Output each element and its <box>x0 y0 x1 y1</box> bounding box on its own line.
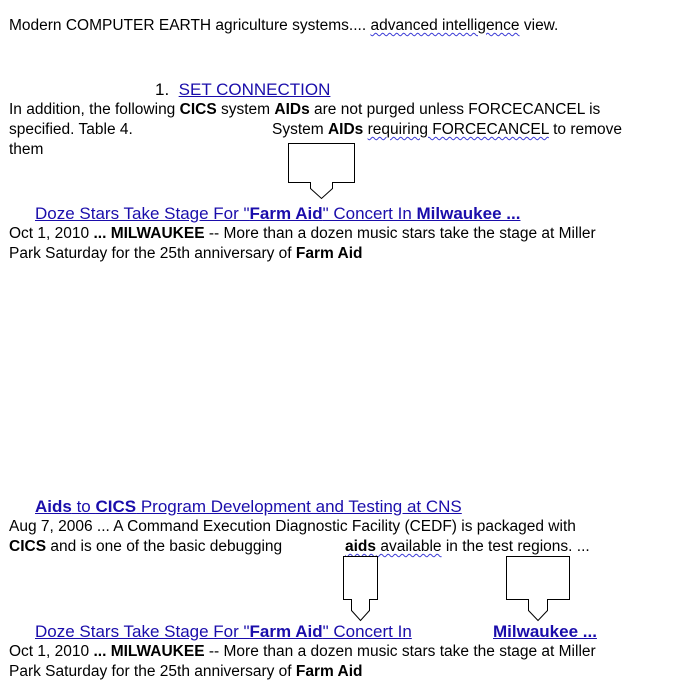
para1-line3 <box>9 140 43 160</box>
para1-line2 <box>9 120 133 140</box>
para1-text-h: to remove <box>548 121 623 138</box>
result3-link-city[interactable] <box>493 622 597 641</box>
result1-snippet-line2 <box>9 244 363 264</box>
result1-title[interactable] <box>35 204 520 224</box>
result1-bold-city: MILWAUKEE <box>110 225 205 242</box>
result2-snippet-2: and is one of the basic debugging <box>46 538 283 555</box>
set-connection-link[interactable]: SET CONNECTION <box>178 80 331 99</box>
spellcheck-phrase: advanced intelligence <box>370 17 520 34</box>
result3-title-right[interactable] <box>493 622 597 642</box>
header-line <box>9 16 558 36</box>
result1-snippet-line1 <box>9 224 596 244</box>
result1-snippet-1: -- More than a dozen music stars take the stage at Miller <box>204 225 596 242</box>
para1-spellcheck: requiring FORCECANCEL <box>367 121 549 138</box>
list-number: 1. <box>155 80 170 99</box>
result3-dots: ... <box>93 643 107 660</box>
result2-snippet-line1 <box>9 517 576 537</box>
result2-snippet-3: in the test regions. ... <box>441 538 590 555</box>
result3-title-d: Milwaukee ... <box>493 622 597 641</box>
result2-bold-aids: aids <box>345 538 377 555</box>
para1-bold-aids: AIDs <box>274 101 310 118</box>
result3-title-b: Farm Aid <box>249 622 323 641</box>
result2-snippet-line2-right <box>345 537 590 557</box>
down-arrow-shape-3 <box>504 555 572 623</box>
result1-snippet-2: Park Saturday for the 25th anniversary of <box>9 245 296 262</box>
result1-title-d: Milwaukee ... <box>416 204 521 223</box>
result2-link[interactable] <box>35 497 462 516</box>
header-end: view. <box>519 17 559 34</box>
result2-title[interactable] <box>35 497 462 517</box>
header-text: Modern COMPUTER EARTH agriculture systems.... <box>9 17 371 34</box>
result3-link[interactable] <box>35 622 412 641</box>
result1-bold-farm-aid: Farm Aid <box>295 245 363 262</box>
result2-title-b: to <box>71 497 96 516</box>
result1-date: Oct 1, 2010 <box>9 225 94 242</box>
result1-dots: ... <box>93 225 107 242</box>
para1-bold-aids-2: AIDs <box>327 121 364 138</box>
result3-title-c: " Concert In <box>322 622 412 641</box>
down-arrow-shape-1 <box>286 142 358 200</box>
result3-snippet-line1 <box>9 642 596 662</box>
result2-title-a: Aids <box>35 497 72 516</box>
list-item <box>155 80 330 100</box>
result2-snippet-1: Aug 7, 2006 ... A Command Execution Diagnostic Facility (CEDF) is packaged with <box>9 518 576 535</box>
para1-line1 <box>9 100 600 120</box>
para1-text-c: system <box>216 101 275 118</box>
result3-date: Oct 1, 2010 <box>9 643 94 660</box>
result2-snippet-line2 <box>9 537 282 557</box>
result1-title-b: Farm Aid <box>249 204 323 223</box>
para1-text-f: System <box>272 121 328 138</box>
para1-line2-right <box>272 120 622 140</box>
para1-text-a: In addition, the following <box>9 101 180 118</box>
result2-title-c: CICS <box>95 497 137 516</box>
result2-title-d: Program Development and Testing at CNS <box>136 497 462 516</box>
para1-text-e: specified. Table 4. <box>9 121 133 138</box>
result3-snippet-1: -- More than a dozen music stars take the stage at Miller <box>204 643 596 660</box>
result2-spellcheck: available <box>376 538 442 555</box>
result1-title-c: " Concert In <box>322 204 417 223</box>
para1-bold-cics: CICS <box>179 101 217 118</box>
down-arrow-shape-2 <box>342 555 380 623</box>
result3-bold-city: MILWAUKEE <box>110 643 205 660</box>
result2-bold-cics: CICS <box>9 538 47 555</box>
result1-title-a: Doze Stars Take Stage For " <box>35 204 250 223</box>
para1-text-i: them <box>9 141 44 158</box>
result3-bold-farm-aid: Farm Aid <box>295 663 363 680</box>
result1-link[interactable] <box>35 204 520 223</box>
result3-snippet-line2 <box>9 662 363 682</box>
para1-text-d: are not purged unless FORCECANCEL is <box>309 101 601 118</box>
result3-title-a: Doze Stars Take Stage For " <box>35 622 250 641</box>
result3-title[interactable] <box>35 622 412 642</box>
result3-snippet-2: Park Saturday for the 25th anniversary of <box>9 663 296 680</box>
